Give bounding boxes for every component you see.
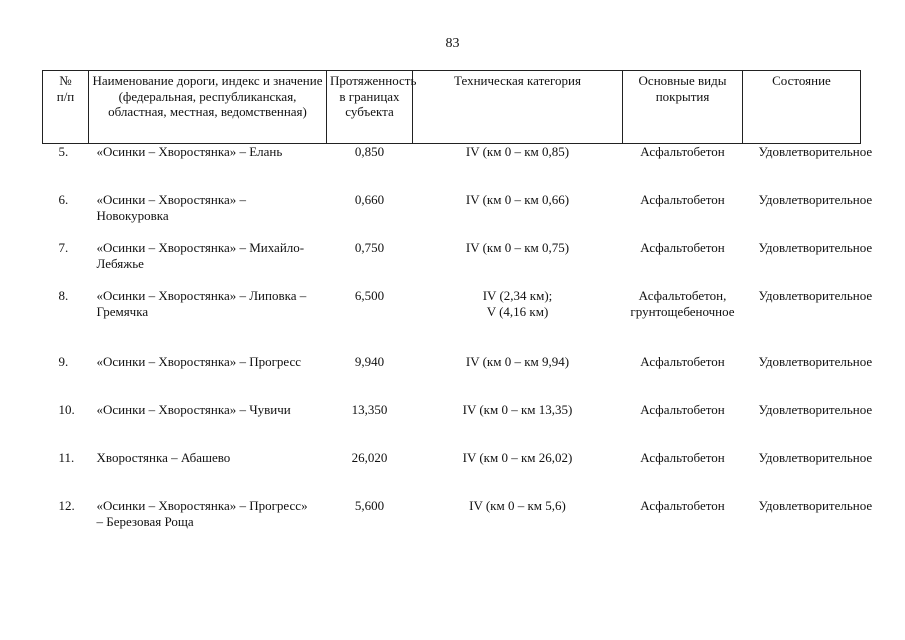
row-coverage: Асфальтобетон, грунтощебеночное	[630, 287, 735, 319]
table-row	[43, 402, 861, 450]
row-category: IV (км 0 – км 9,94)	[465, 353, 570, 369]
table-row	[43, 450, 861, 498]
row-coverage: Асфальтобетон	[640, 497, 725, 513]
row-category: IV (км 0 – км 0,66)	[465, 191, 570, 207]
row-road-name: «Осинки – Хворостянка» – Чувичи	[96, 401, 291, 417]
row-category: IV (км 0 – км 26,02)	[462, 449, 573, 465]
row-num: 12.	[58, 497, 75, 513]
row-state: Удовлетворительное	[758, 287, 873, 303]
row-road-name: «Осинки – Хворостянка» – Липовка – Гремячка	[96, 287, 307, 319]
row-state: Удовлетворительное	[758, 239, 873, 255]
header-length: Протяженность в границах субъекта	[327, 71, 413, 144]
row-num: 7.	[58, 239, 69, 255]
header-name: Наименование дороги, индекс и значение (федеральная, республиканская, областная, местная, ведомственная)	[89, 71, 327, 144]
row-num: 9.	[58, 353, 69, 369]
table-row	[43, 288, 861, 354]
row-coverage: Асфальтобетон	[640, 239, 725, 255]
row-category: IV (км 0 – км 0,85)	[465, 144, 570, 159]
row-num: 5.	[58, 144, 69, 159]
row-coverage: Асфальтобетон	[640, 401, 725, 417]
row-road-name: «Осинки – Хворостянка» – Прогресс» – Березовая Роща	[96, 497, 308, 529]
row-length: 5,600	[354, 497, 385, 513]
row-road-name: «Осинки – Хворостянка» – Прогресс	[96, 353, 302, 369]
row-num: 10.	[58, 401, 75, 417]
table-row	[43, 144, 861, 192]
row-category: IV (км 0 – км 5,6)	[469, 497, 566, 513]
row-state: Удовлетворительное	[758, 191, 873, 207]
row-length: 13,350	[351, 401, 388, 417]
table-row	[43, 354, 861, 402]
header-coverage: Основные виды покрытия	[623, 71, 743, 144]
row-length: 9,940	[354, 353, 385, 369]
row-length: 6,500	[354, 287, 385, 303]
table-row	[43, 498, 861, 546]
row-state: Удовлетворительное	[758, 353, 873, 369]
row-length: 26,020	[351, 449, 388, 465]
row-state: Удовлетворительное	[758, 144, 873, 159]
header-state: Состояние	[743, 71, 861, 144]
header-category: Техническая категория	[413, 71, 623, 144]
row-road-name: Хворостянка – Абашево	[96, 449, 231, 465]
row-length: 0,660	[354, 191, 385, 207]
row-coverage: Асфальтобетон	[640, 449, 725, 465]
row-num: 11.	[58, 449, 75, 465]
row-coverage: Асфальтобетон	[640, 353, 725, 369]
row-category: IV (км 0 – км 0,75)	[465, 239, 570, 255]
row-coverage: Асфальтобетон	[640, 144, 725, 159]
table-row	[43, 240, 861, 288]
row-category: IV (2,34 км); V (4,16 км)	[482, 287, 553, 319]
roads-table	[42, 70, 873, 546]
row-state: Удовлетворительное	[758, 497, 873, 513]
row-state: Удовлетворительное	[758, 449, 873, 465]
row-road-name: «Осинки – Хворостянка» – Елань	[96, 144, 283, 159]
row-state: Удовлетворительное	[758, 401, 873, 417]
table-row	[43, 192, 861, 240]
row-length: 0,850	[354, 144, 385, 159]
row-num: 6.	[58, 191, 69, 207]
row-length: 0,750	[354, 239, 385, 255]
table-header-row	[43, 71, 861, 144]
page-number: 83	[445, 36, 460, 51]
row-category: IV (км 0 – км 13,35)	[462, 401, 573, 417]
header-num: № п/п	[43, 71, 89, 144]
row-num: 8.	[58, 287, 69, 303]
row-road-name: «Осинки – Хворостянка» – Новокуровка	[96, 191, 246, 223]
row-coverage: Асфальтобетон	[640, 191, 725, 207]
row-road-name: «Осинки – Хворостянка» – Михайло-Лебяжье	[96, 239, 305, 271]
